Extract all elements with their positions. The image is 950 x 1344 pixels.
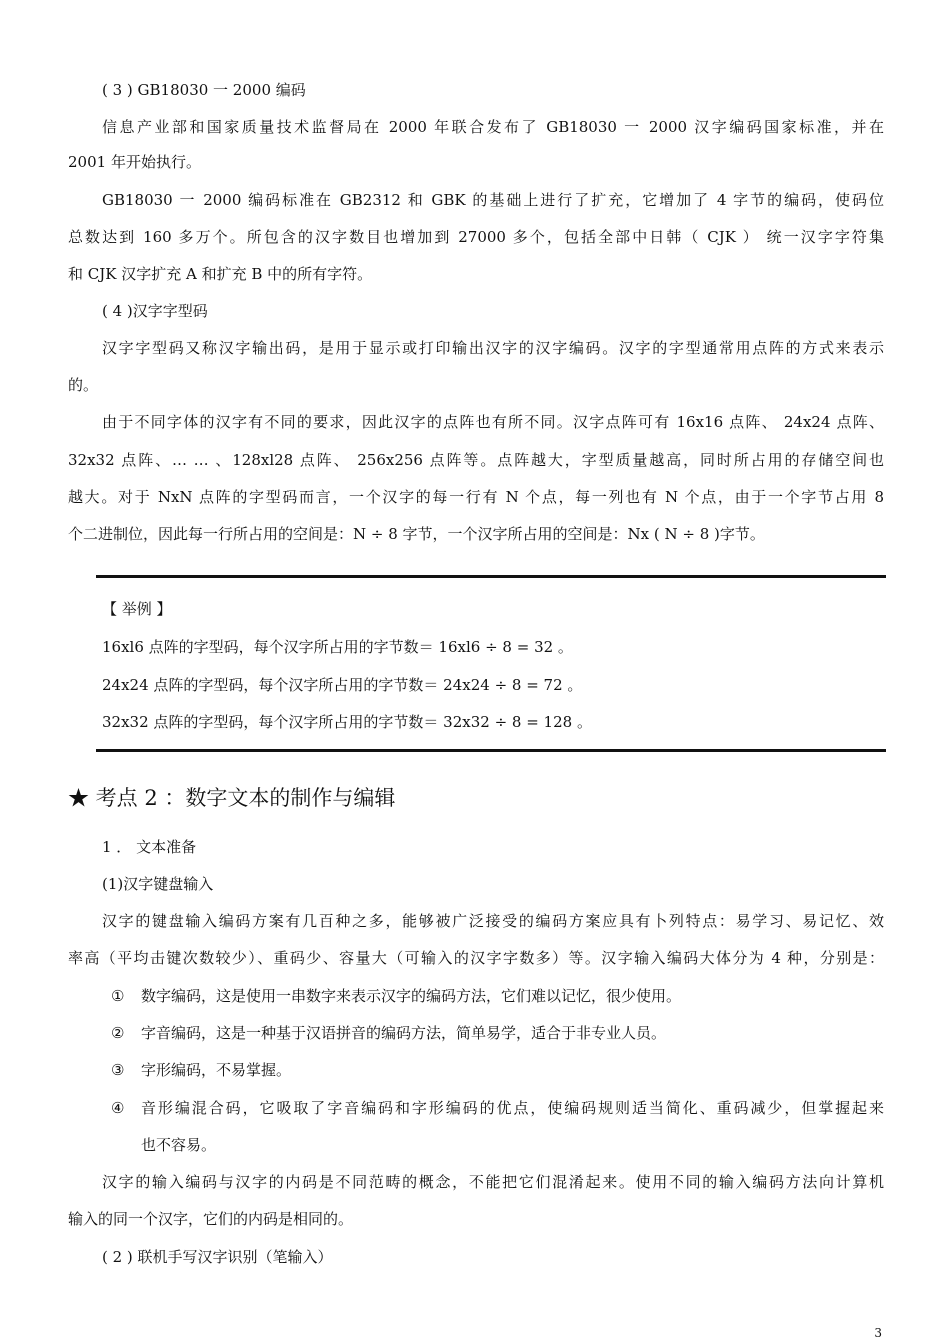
subsection-item-title: (1)汉字键盘输入 xyxy=(102,875,214,893)
list-item-number: ① xyxy=(111,987,125,1005)
page-number: 3 xyxy=(874,1326,882,1340)
paragraph-line: 信息产业部和国家质量技术监督局在 2000 年联合发布了 GB18030 一 2000 汉字编码国家标准，并在 xyxy=(102,118,884,136)
paragraph-line: 和 CJK 汉字扩充 A 和扩充 B 中的所有字符。 xyxy=(68,265,373,283)
paragraph-line: 汉字的输入编码与汉字的内码是不同范畴的概念，不能把它们混淆起来。使用不同的输入编码方法向计算机 xyxy=(102,1173,884,1191)
list-item-continuation: 也不容易。 xyxy=(141,1136,217,1154)
paragraph-line: 越大。对于 NxN 点阵的字型码而言，一个汉字的每一行有 N 个点，每一列也有 N 个点，由于一个字节占用 8 xyxy=(68,488,884,506)
paragraph-line: GB18030 一 2000 编码标准在 GB2312 和 GBK 的基础上进行了扩充，它增加了 4 字节的编码，使码位 xyxy=(102,191,884,209)
list-item-number: ③ xyxy=(111,1061,125,1079)
example-line: 24x24 点阵的字型码，每个汉字所占用的字节数＝ 24x24 ÷ 8 = 72 。 xyxy=(102,676,583,694)
paragraph-line: 的。 xyxy=(68,376,99,394)
list-item: 字形编码，不易掌握。 xyxy=(141,1061,292,1079)
example-bottom-rule xyxy=(96,749,886,752)
paragraph-line: 输入的同一个汉字，它们的内码是相同的。 xyxy=(68,1210,354,1228)
subsection-title: 1 ． 文本准备 xyxy=(102,838,197,856)
section-4-title: ( 4 )汉字字型码 xyxy=(102,302,208,320)
paragraph-line: 32x32 点阵、… … 、128xl28 点阵、 256x256 点阵等。点阵越大，字型质量越高，同时所占用的存储空间也 xyxy=(68,451,884,469)
paragraph-line: 汉字的键盘输入编码方案有几百种之多，能够被广泛接受的编码方案应具有卜列特点：易学习、易记忆、效 xyxy=(102,912,884,930)
section-3-title: ( 3 ) GB18030 一 2000 编码 xyxy=(102,81,306,99)
kaodian-2-heading: ★ 考点 2 ：数字文本的制作与编辑 xyxy=(68,786,396,810)
list-item-number: ④ xyxy=(111,1099,125,1117)
paragraph-line: 由于不同字体的汉字有不同的要求，因此汉字的点阵也有所不同。汉字点阵可有 16x16 点阵、 24x24 点阵、 xyxy=(102,413,884,431)
example-top-rule xyxy=(96,575,886,578)
list-item: 字音编码，这是一种基于汉语拼音的编码方法，简单易学，适合于非专业人员。 xyxy=(141,1024,667,1042)
list-item: 音形编混合码，它吸取了字音编码和字形编码的优点，使编码规则适当简化、重码减少，但掌握起来 xyxy=(141,1099,884,1117)
paragraph-line: 率高（平均击键次数较少）、重码少、容量大（可输入的汉字字数多）等。汉字输入编码大体分为 4 种，分别是： xyxy=(68,949,884,967)
example-line: 32x32 点阵的字型码，每个汉字所占用的字节数＝ 32x32 ÷ 8 = 128 。 xyxy=(102,713,592,731)
example-line: 16xl6 点阵的字型码，每个汉字所占用的字节数＝ 16xl6 ÷ 8 = 32 。 xyxy=(102,638,573,656)
paragraph-line: 个二进制位，因此每一行所占用的空间是：N ÷ 8 字节，一个汉字所占用的空间是：Nx ( N ÷ 8 )字节。 xyxy=(68,525,765,543)
example-title: 【 举例 】 xyxy=(102,600,172,618)
list-item: 数字编码，这是使用一串数字来表示汉字的编码方法，它们难以记忆，很少使用。 xyxy=(141,987,682,1005)
paragraph-line: 2001 年开始执行。 xyxy=(68,153,201,171)
list-item-number: ② xyxy=(111,1024,125,1042)
subsection-item-title: ( 2 ) 联机手写汉字识别（笔输入） xyxy=(102,1248,333,1266)
paragraph-line: 汉字字型码又称汉字输出码，是用于显示或打印输出汉字的汉字编码。汉字的字型通常用点阵的方式来表示 xyxy=(102,339,884,357)
paragraph-line: 总数达到 160 多万个。所包含的汉字数目也增加到 27000 多个，包括全部中日韩（ CJK ） 统一汉字字符集 xyxy=(68,228,884,246)
